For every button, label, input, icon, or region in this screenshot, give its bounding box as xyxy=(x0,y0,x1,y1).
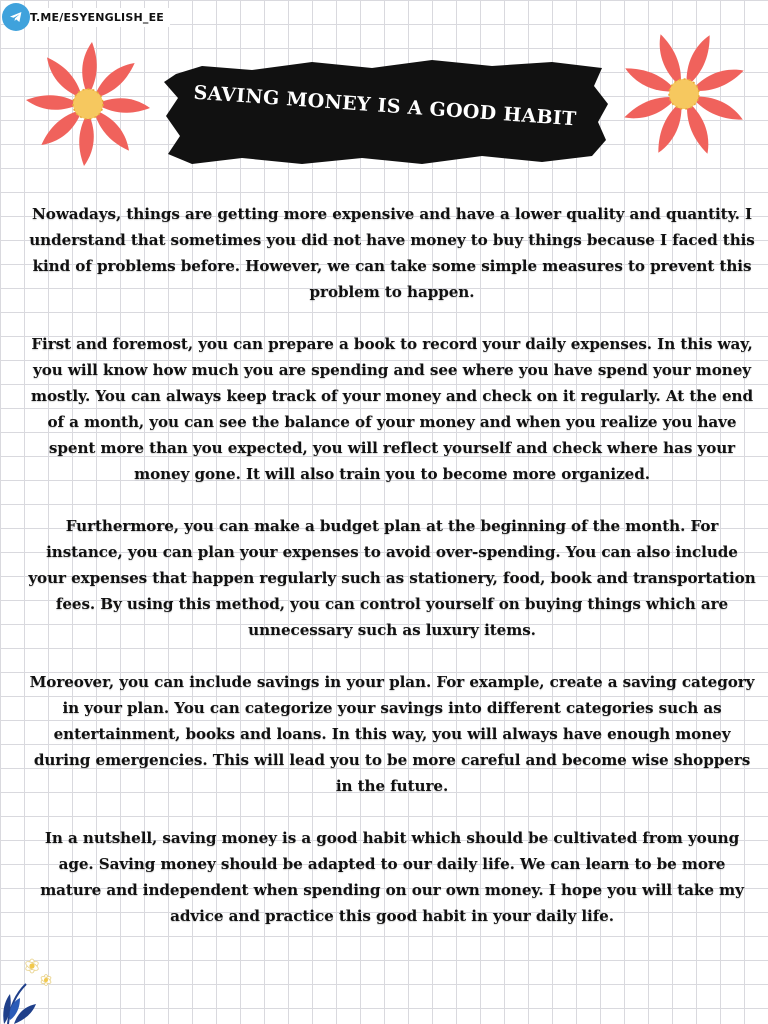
paragraph-intro: Nowadays, things are getting more expensive and have a lower quality and quantity. I understand that sometimes you did not have money to buy things because I faced this kind of problems before. However, we can take some simple measures to prevent this problem to happen. xyxy=(29,205,755,301)
red-flower-icon xyxy=(8,42,162,170)
paragraph-first: First and foremost, you can prepare a book to record your daily expenses. In this way, you will know how much you are spending and see where you have spend your money mostly. You can always keep track of your money and check on it regularly. At the end of a month, you can see the balance of your money and when you realize you have spent more than you expected, you will reflect yourself and check where has your money gone. It will also train you to become more organized. xyxy=(30,335,754,483)
paragraph-furthermore: Furthermore, you can make a budget plan at the beginning of the month. For instance, you can plan your expenses to avoid over-spending. You can also include your expenses that happen regularly such as stationery, food, book and transportation fees. By using this method, you can control yourself on buying things which are unnecessary such as luxury items. xyxy=(28,517,756,639)
telegram-icon xyxy=(2,3,30,31)
paragraph-moreover: Moreover, you can include savings in your plan. For example, create a saving category in your plan. You can categorize your savings into different categories such as entertainment, books and loans. In this way, you will always have enough money during emergencies. This will lead you to be more careful and become wise shoppers in the future. xyxy=(29,673,755,795)
red-flower-icon xyxy=(606,30,762,162)
handle-text: T.ME/ESYENGLISH_EE xyxy=(26,8,170,27)
essay-body xyxy=(26,201,758,955)
daisy-sprig-icon xyxy=(0,950,62,1024)
paragraph-conclusion: In a nutshell, saving money is a good habit which should be cultivated from young age. Saving money should be adapted to our daily life. We can learn to be more mature and independent when spending on our own money. I hope you will take my advice and practice this good habit in your daily life. xyxy=(40,829,744,925)
channel-handle[interactable] xyxy=(2,2,170,32)
page-title: SAVING MONEY IS A GOOD HABIT xyxy=(192,81,578,131)
